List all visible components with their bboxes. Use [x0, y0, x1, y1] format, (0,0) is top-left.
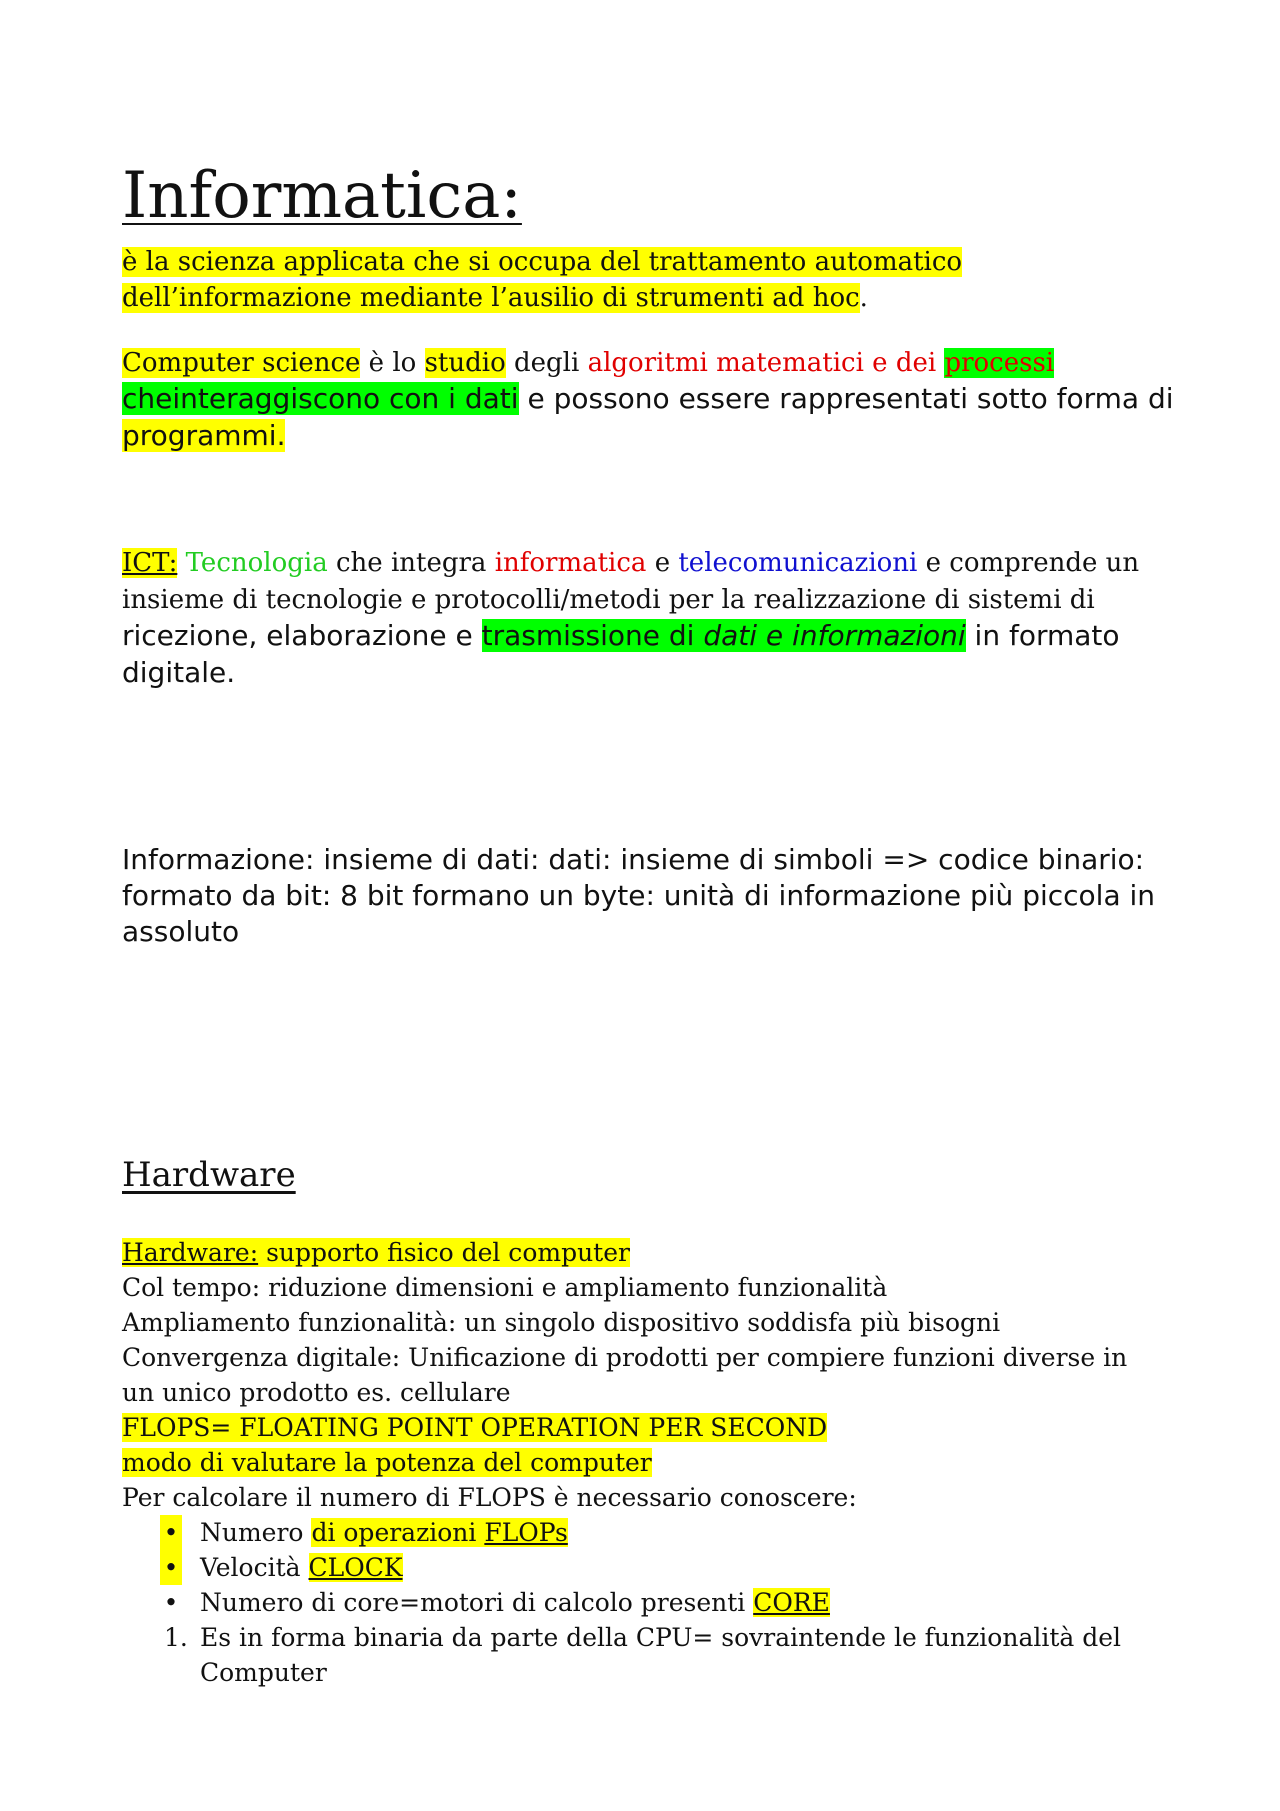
hardware-line: Col tempo: riduzione dimensioni e ampliamento funzionalità — [122, 1273, 888, 1302]
list-item — [122, 1515, 1182, 1550]
informazione-paragraph: Informazione: insieme di dati: dati: insieme di simboli => codice binario: formato da bit: 8 bit formano un byte: unità di informazione più piccola in assoluto — [122, 843, 1156, 948]
bullet-highlight: di operazioni — [311, 1518, 485, 1547]
page-title: Informatica: — [122, 159, 522, 233]
hardware-line: un unico prodotto es. cellulare — [122, 1378, 511, 1407]
bullet-keyword: CLOCK — [308, 1553, 403, 1582]
hardware-def-label: Hardware: — [122, 1238, 259, 1267]
list-number: 1. — [164, 1623, 188, 1652]
intro-paragraph — [122, 244, 1182, 316]
intro-line-2: dell’informazione mediante l’ausilio di strumenti ad hoc — [122, 283, 860, 313]
ict-dati-info: dati e informazioni — [703, 619, 966, 652]
flops-calc-line: Per calcolare il numero di FLOPS è necessario conoscere: — [122, 1483, 857, 1512]
cs-algoritmi: algoritmi matematici e dei — [587, 348, 945, 378]
ict-che-integra: che integra — [327, 548, 495, 578]
cs-studio: studio — [424, 348, 506, 378]
numbered-list — [122, 1620, 1182, 1690]
flops-definition: FLOPS= FLOATING POINT OPERATION PER SECOND — [122, 1413, 828, 1442]
numbered-text: Es in forma binaria da parte della CPU= sovraintende le funzionalità del Computer — [200, 1623, 1122, 1687]
bullet-icon: • — [163, 1588, 179, 1617]
bullet-text: Numero — [200, 1518, 312, 1547]
hardware-body — [122, 1235, 1202, 1515]
hardware-line: Ampliamento funzionalità: un singolo dispositivo soddisfa più bisogni — [122, 1308, 1001, 1337]
bullet-text: Velocità — [200, 1553, 309, 1582]
hardware-def-text: supporto fisico del computer — [258, 1238, 630, 1267]
ict-informatica: informatica — [494, 548, 647, 578]
bullet-keyword: FLOPs — [484, 1518, 568, 1547]
list-item — [122, 1585, 1182, 1620]
intro-line-1: è la scienza applicata che si occupa del trattamento automatico — [122, 247, 963, 277]
intro-end: . — [859, 283, 868, 313]
flops-desc-line — [122, 1445, 1202, 1480]
cs-interagiscono: interaggiscono con i dati — [172, 382, 519, 415]
hardware-definition — [122, 1235, 1202, 1270]
list-item — [122, 1550, 1182, 1585]
ict-paragraph — [122, 545, 1202, 692]
ict-tecnologia: Tecnologia — [185, 548, 328, 578]
ict-e: e — [646, 548, 679, 578]
bullet-text: Numero di core=motori di calcolo presenti — [200, 1588, 754, 1617]
flops-description: modo di valutare la potenza del computer — [122, 1448, 652, 1477]
ict-tail: in formato digitale. — [122, 619, 1120, 689]
cs-rest: e possono essere rappresentati sotto forma di — [518, 382, 1174, 415]
bullet-keyword: CORE — [753, 1588, 830, 1617]
ict-rest-serif: e comprende un insieme di tecnologie e protocolli/metodi per la realizzazione di sistemi di — [122, 548, 1140, 615]
flops-bullet-list — [122, 1515, 1182, 1620]
list-item — [122, 1620, 1182, 1690]
computer-science-paragraph — [122, 344, 1202, 455]
cs-che: che — [122, 382, 173, 415]
ict-label: ICT: — [122, 548, 178, 578]
ict-rest-sans: ricezione, elaborazione e — [122, 619, 482, 652]
ict-space — [177, 548, 185, 578]
ict-trasmissione: trasmissione di — [481, 619, 704, 652]
cs-degli: degli — [505, 348, 588, 378]
hardware-line: Convergenza digitale: Unificazione di prodotti per compiere funzioni diverse in — [122, 1343, 1128, 1372]
ict-telecomunicazioni: telecomunicazioni — [678, 548, 918, 578]
hardware-heading: Hardware — [122, 1155, 296, 1195]
cs-programmi: programmi. — [122, 419, 286, 452]
flops-line — [122, 1410, 1202, 1445]
bullet-icon: • — [160, 1550, 182, 1585]
cs-processi: processi — [944, 348, 1055, 378]
cs-verb: è lo — [360, 348, 425, 378]
cs-term: Computer science — [122, 348, 361, 378]
bullet-icon: • — [160, 1515, 182, 1550]
